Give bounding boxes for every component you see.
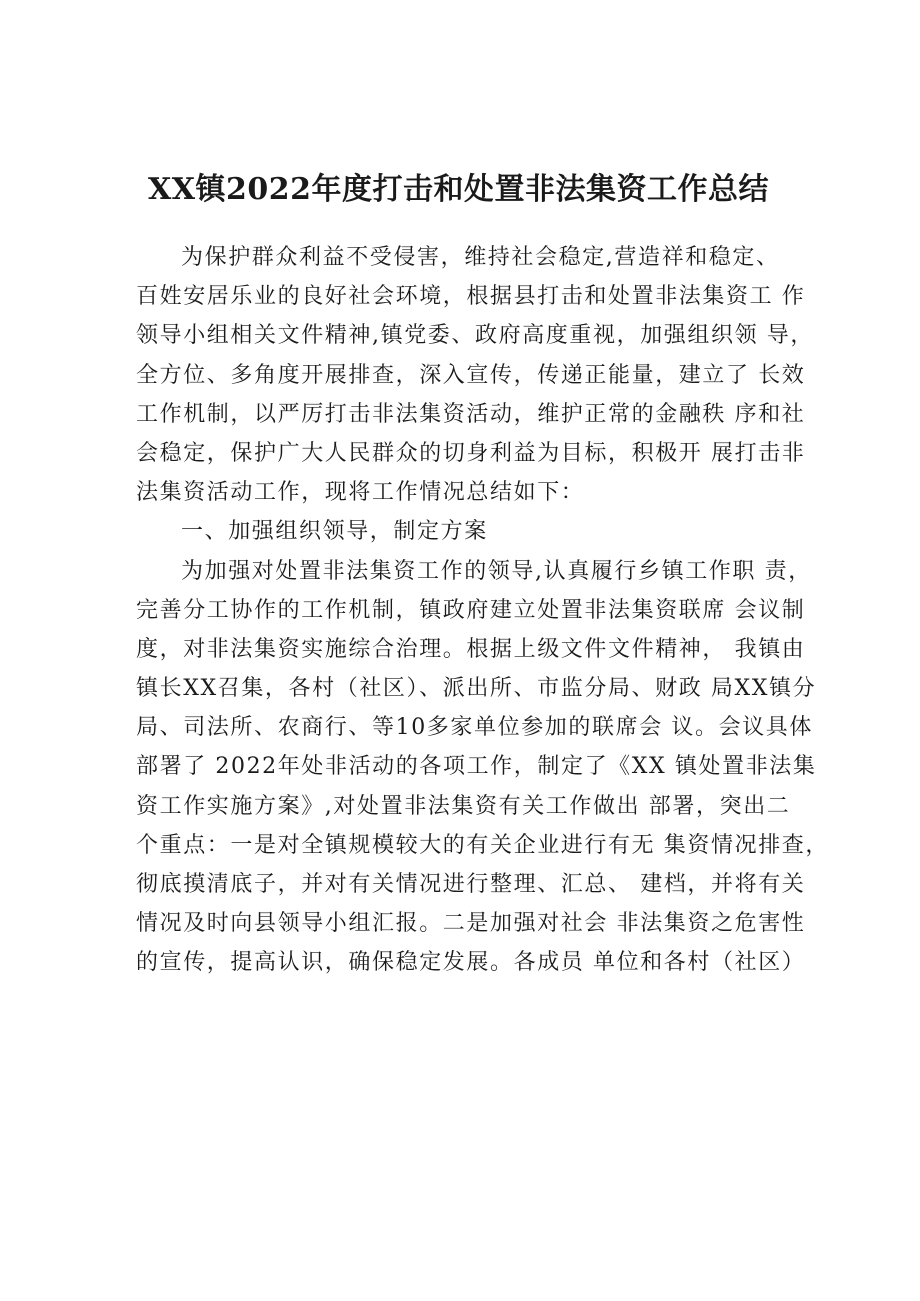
paragraph-line: 法集资活动工作，现将工作情况总结如下： [136,480,585,506]
paragraph-line: 为加强对处置非法集资工作的领导,认真履行乡镇工作职 责， [181,558,812,584]
paragraph-line: 为保护群众利益不受侵害，维持社会稳定,营造祥和稳定、 [181,245,780,270]
section-heading: 一、加强组织领导，制定方案 [181,519,488,545]
paragraph-line: 资工作实施方案》,对处置非法集资有关工作做出 部署，突出二 [136,793,791,819]
paragraph-line: 全方位、多角度开展排查，深入宣传，传递正能量，建立了 长效 [136,362,806,388]
paragraph-line: 个重点：一是对全镇规模较大的有关企业进行有无 集资情况排查， [136,832,829,858]
paragraph-line: 百姓安居乐业的良好社会环境，根据县打击和处置非法集资工 作 [136,284,806,310]
paragraph-line: 彻底摸清底子，并对有关情况进行整理、汇总、 建档，并将有关 [136,872,806,897]
document-title: XX镇2022年度打击和处置非法集资工作总结 [148,172,770,207]
paragraph-line: 工作机制，以严厉打击非法集资活动，维护正常的金融秩 序和社 [136,401,806,427]
paragraph-line: 领导小组相关文件精神,镇党委、政府高度重视，加强组织领 导， [136,323,814,349]
paragraph-line: 会稳定，保护广大人民群众的切身利益为目标，积极开 展打击非 [136,440,806,466]
paragraph-line: 完善分工协作的工作机制，镇政府建立处置非法集资联席 会议制 [136,597,806,623]
paragraph-line: 的宣传，提高认识，确保稳定发展。各成员 单位和各村（社区） [136,950,806,976]
paragraph-line: 局、司法所、农商行、等10多家单位参加的联席会 议。会议具体 [136,715,813,741]
paragraph-line: 情况及时向县领导小组汇报。二是加强对社会 非法集资之危害性 [136,911,806,937]
paragraph-line: 度，对非法集资实施综合治理。根据上级文件文件精神， 我镇由 [136,636,806,662]
document-body [136,238,829,983]
paragraph-line: 镇长XX召集，各村（社区）、派出所、市监分局、财政 局XX镇分 [136,676,817,702]
paragraph-line: 部署了 2022年处非活动的各项工作，制定了《XX 镇处置非法集 [136,754,817,780]
